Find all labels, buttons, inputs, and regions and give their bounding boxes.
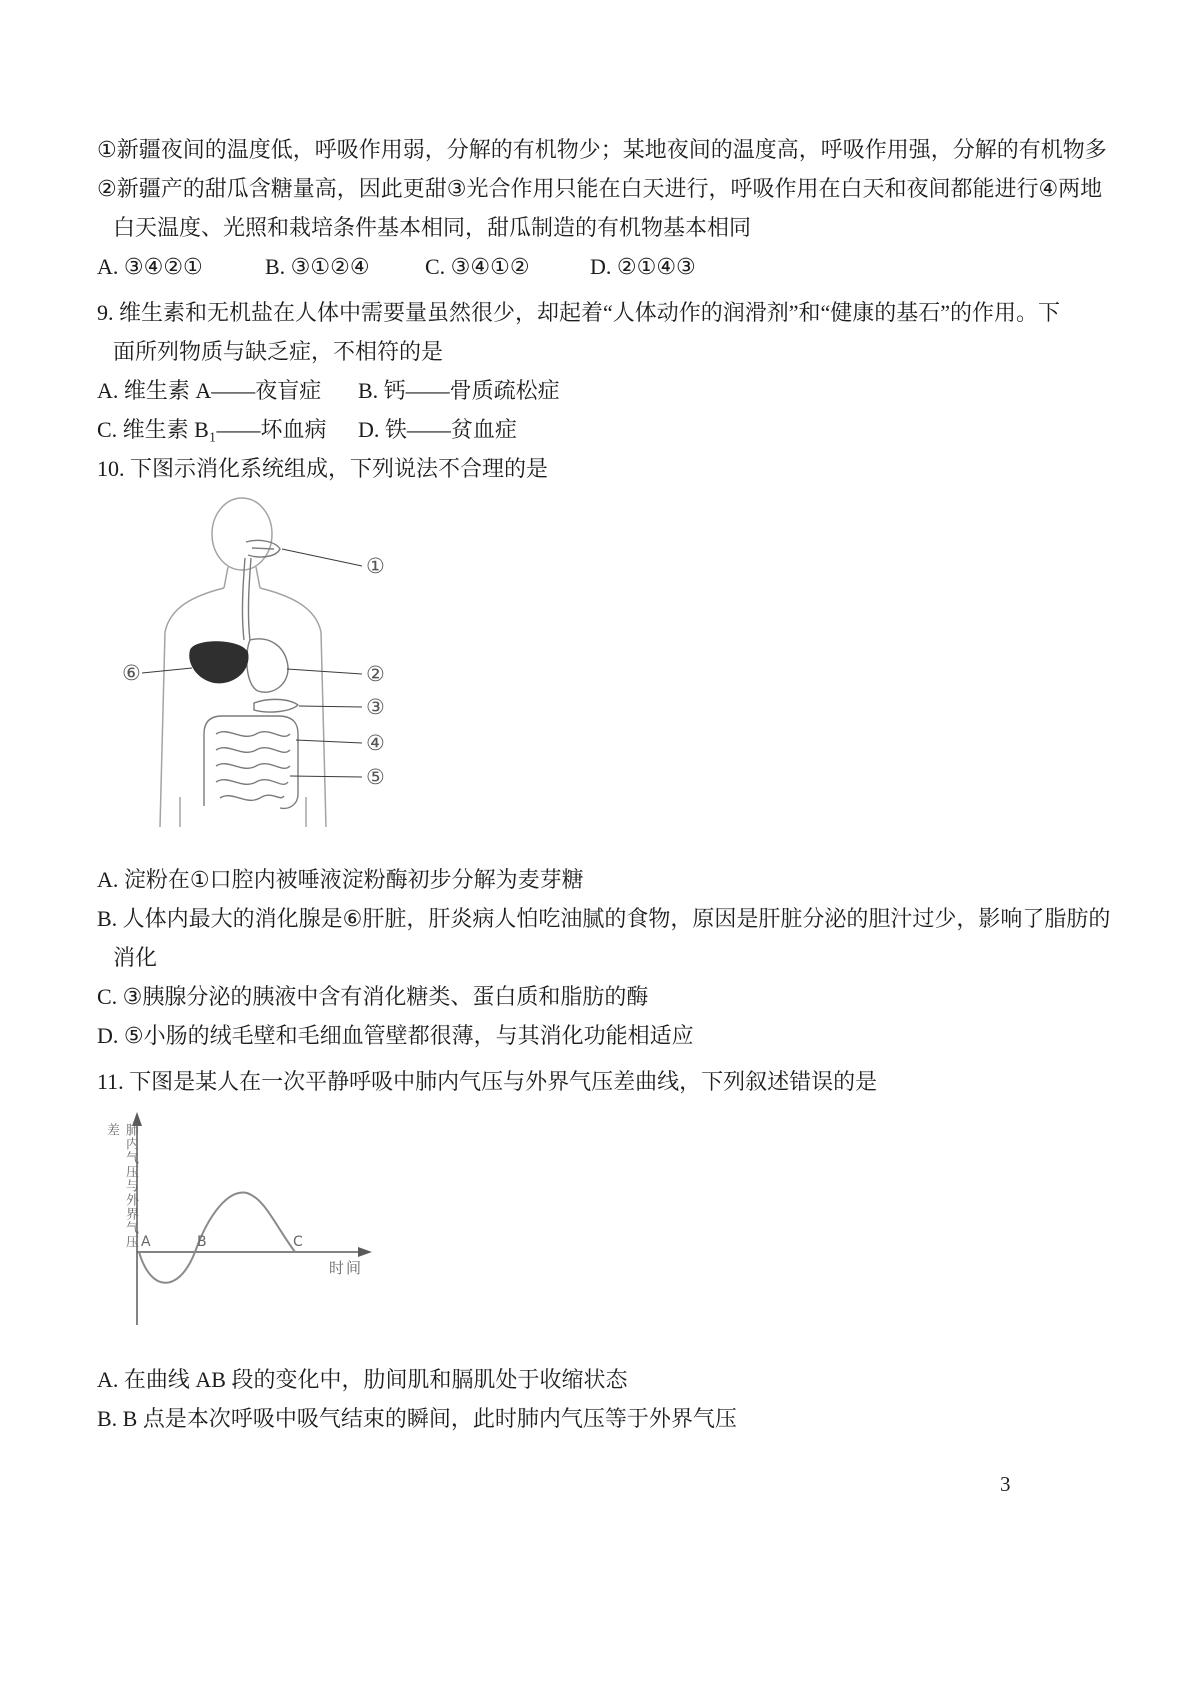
- figure-label-3: ③: [366, 695, 385, 719]
- option-a: A. 淀粉在①口腔内被唾液淀粉酶初步分解为麦芽糖: [97, 867, 584, 892]
- question-8-stem-line: ②新疆产的甜瓜含糖量高，因此更甜③光合作用只能在白天进行，呼吸作用在白天和夜间都能进行④两地: [97, 176, 1103, 201]
- figure-label-2: ②: [366, 662, 385, 686]
- figure-label-1: ①: [366, 554, 385, 578]
- digestive-system-figure: [120, 492, 410, 842]
- chart-x-axis-label: 时间: [329, 1261, 364, 1277]
- question-9-stem-line: 面所列物质与缺乏症，不相符的是: [113, 339, 444, 364]
- option-c: C. ③胰腺分泌的胰液中含有消化糖类、蛋白质和脂肪的酶: [97, 984, 649, 1009]
- question-9: [97, 293, 1061, 449]
- chart-point-b: B: [197, 1234, 207, 1250]
- question-8-options: [97, 247, 1005, 286]
- option-d: D. ②①④③: [590, 254, 696, 279]
- question-11: [97, 1062, 1005, 1438]
- chart-point-c: C: [293, 1234, 303, 1250]
- option-c: C. ③④①②: [425, 254, 530, 279]
- option-d: D. ⑤小肠的绒毛壁和毛细血管壁都很薄，与其消化功能相适应: [97, 1023, 694, 1048]
- chart-y-axis-label: 肺内气压与外界气压差: [105, 1123, 139, 1249]
- question-8-stem-line: 白天温度、光照和栽培条件基本相同，甜瓜制造的有机物基本相同: [113, 215, 752, 240]
- question-8-stem-line: ①新疆夜间的温度低，呼吸作用弱，分解的有机物少；某地夜间的温度高，呼吸作用强，分解的有机物多: [97, 137, 1107, 162]
- option-b: B. ③①②④: [265, 254, 370, 279]
- question-9-stem-line: 9. 维生素和无机盐在人体中需要量虽然很少，却起着“人体动作的润滑剂”和“健康的基石”的作用。下: [97, 300, 1061, 325]
- option-a: A. 维生素 A——夜盲症: [97, 378, 322, 403]
- option-b: B. B 点是本次呼吸中吸气结束的瞬间，此时肺内气压等于外界气压: [97, 1406, 737, 1431]
- option-b-line1: B. 人体内最大的消化腺是⑥肝脏，肝炎病人怕吃油腻的食物，原因是肝脏分泌的胆汁过少，影响了脂肪的: [97, 906, 1111, 931]
- question-11-options: [97, 1360, 1005, 1438]
- option-c: C. 维生素 B₁——坏血病: [97, 417, 327, 442]
- option-d: D. 铁——贫血症: [358, 417, 517, 442]
- question-8: [97, 130, 1107, 286]
- question-10-stem: 10. 下图示消化系统组成，下列说法不合理的是: [97, 456, 549, 481]
- pressure-curve-drawing: [97, 1107, 397, 1342]
- figure-label-6: ⑥: [122, 661, 141, 685]
- question-9-options: [97, 371, 1005, 449]
- question-10-options: [97, 860, 1111, 1055]
- option-b-line2: 消化: [113, 945, 158, 970]
- figure-label-5: ⑤: [366, 765, 385, 789]
- figure-label-4: ④: [366, 731, 385, 755]
- page-number: 3: [1000, 1472, 1011, 1496]
- question-11-stem: 11. 下图是某人在一次平静呼吸中肺内气压与外界气压差曲线，下列叙述错误的是: [97, 1069, 878, 1094]
- breathing-pressure-chart: [97, 1107, 397, 1342]
- question-10: [97, 449, 1111, 1055]
- chart-point-a: A: [141, 1234, 151, 1250]
- option-a: A. ③④②①: [97, 254, 203, 279]
- option-a: A. 在曲线 AB 段的变化中，肋间肌和膈肌处于收缩状态: [97, 1367, 628, 1392]
- option-b: B. 钙——骨质疏松症: [358, 378, 560, 403]
